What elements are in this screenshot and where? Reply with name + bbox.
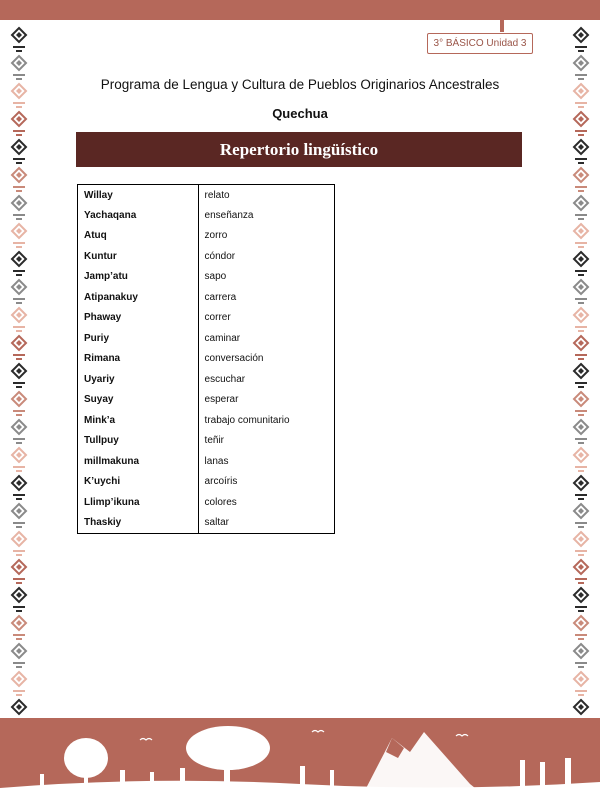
quechua-term: Atipanakuy [78, 287, 199, 308]
quechua-term: Thaskiy [78, 513, 199, 534]
spanish-meaning: correr [204, 312, 231, 324]
spanish-meaning: relato [204, 189, 230, 201]
pattern-motif [572, 670, 590, 698]
table-row [78, 431, 335, 452]
table-row [78, 246, 335, 267]
quechua-term: Kuntur [78, 246, 199, 267]
spanish-meaning: escuchar [204, 373, 246, 385]
pattern-motif [572, 390, 590, 418]
spanish-meaning: colores [204, 496, 237, 508]
right-pattern-border [572, 26, 590, 726]
program-title: Programa de Lengua y Cultura de Pueblos Originarios Ancestrales [100, 77, 500, 92]
quechua-term: Llimp’ikuna [78, 492, 199, 513]
quechua-term: Tullpuy [78, 431, 199, 452]
quechua-term: Rimana [78, 349, 199, 370]
pattern-motif [10, 166, 28, 194]
pattern-motif [10, 138, 28, 166]
pattern-motif [572, 558, 590, 586]
spanish-meaning: lanas [204, 455, 229, 467]
pattern-motif [10, 362, 28, 390]
pattern-motif [572, 614, 590, 642]
pattern-motif [10, 670, 28, 698]
spanish-meaning: zorro [204, 230, 228, 242]
spanish-meaning: esperar [204, 394, 239, 406]
pattern-motif [10, 586, 28, 614]
table-row [78, 472, 335, 493]
pattern-motif [10, 642, 28, 670]
spanish-meaning: conversación [204, 353, 264, 365]
spanish-meaning: caminar [204, 332, 241, 344]
table-row [78, 308, 335, 329]
pattern-motif [572, 474, 590, 502]
pattern-motif [572, 418, 590, 446]
pattern-motif [572, 26, 590, 54]
pattern-motif [572, 530, 590, 558]
left-pattern-border [10, 26, 28, 726]
pattern-motif [10, 446, 28, 474]
pattern-motif [572, 222, 590, 250]
pattern-motif [572, 166, 590, 194]
quechua-term: Atuq [78, 226, 199, 247]
quechua-term: Phaway [78, 308, 199, 329]
pattern-motif [572, 194, 590, 222]
table-row [78, 205, 335, 226]
pattern-motif [572, 138, 590, 166]
quechua-term: K’uychi [78, 472, 199, 493]
pattern-motif [572, 278, 590, 306]
spanish-meaning: cóndor [204, 250, 236, 262]
quechua-term: Uyariy [78, 369, 199, 390]
quechua-term: Yachaqana [78, 205, 199, 226]
footer-landscape-illustration [0, 718, 600, 800]
spanish-meaning: sapo [204, 271, 227, 283]
top-decorative-band [0, 0, 600, 20]
subject-title: Quechua [272, 106, 328, 121]
table-row [78, 287, 335, 308]
table-row [78, 226, 335, 247]
pattern-motif [10, 334, 28, 362]
table-row [78, 451, 335, 472]
spanish-meaning: saltar [204, 517, 229, 528]
table-row [78, 492, 335, 513]
table-row [78, 185, 335, 206]
quechua-term: Willay [78, 185, 199, 206]
spanish-meaning: teñir [204, 435, 224, 447]
top-band-notch [500, 20, 504, 32]
pattern-motif [572, 642, 590, 670]
table-row [78, 328, 335, 349]
pattern-motif [10, 194, 28, 222]
spanish-meaning: carrera [204, 291, 237, 303]
quechua-term: Mink’a [78, 410, 199, 431]
pattern-motif [10, 306, 28, 334]
quechua-term: millmakuna [78, 451, 199, 472]
pattern-motif [572, 586, 590, 614]
pattern-motif [10, 530, 28, 558]
vocabulary-table [77, 184, 335, 534]
pattern-motif [572, 334, 590, 362]
pattern-motif [10, 26, 28, 54]
pattern-motif [572, 446, 590, 474]
pattern-motif [10, 474, 28, 502]
pattern-motif [10, 390, 28, 418]
quechua-term: Jamp’atu [78, 267, 199, 288]
pattern-motif [572, 250, 590, 278]
grade-unit-tag: 3° BÁSICO Unidad 3 [427, 33, 533, 54]
pattern-motif [10, 222, 28, 250]
section-header: Repertorio lingüístico [76, 132, 522, 167]
table-row [78, 410, 335, 431]
pattern-motif [10, 502, 28, 530]
table-row [78, 369, 335, 390]
pattern-motif [572, 306, 590, 334]
pattern-motif [572, 362, 590, 390]
table-row [78, 513, 335, 534]
pattern-motif [10, 418, 28, 446]
table-row [78, 390, 335, 411]
spanish-meaning: trabajo comunitario [204, 414, 290, 426]
spanish-meaning: arcoíris [204, 476, 238, 488]
table-row [78, 267, 335, 288]
pattern-motif [10, 278, 28, 306]
pattern-motif [10, 250, 28, 278]
pattern-motif [572, 502, 590, 530]
pattern-motif [10, 558, 28, 586]
quechua-term: Puriy [78, 328, 199, 349]
spanish-meaning: enseñanza [204, 209, 254, 221]
table-row [78, 349, 335, 370]
pattern-motif [10, 614, 28, 642]
quechua-term: Suyay [78, 390, 199, 411]
